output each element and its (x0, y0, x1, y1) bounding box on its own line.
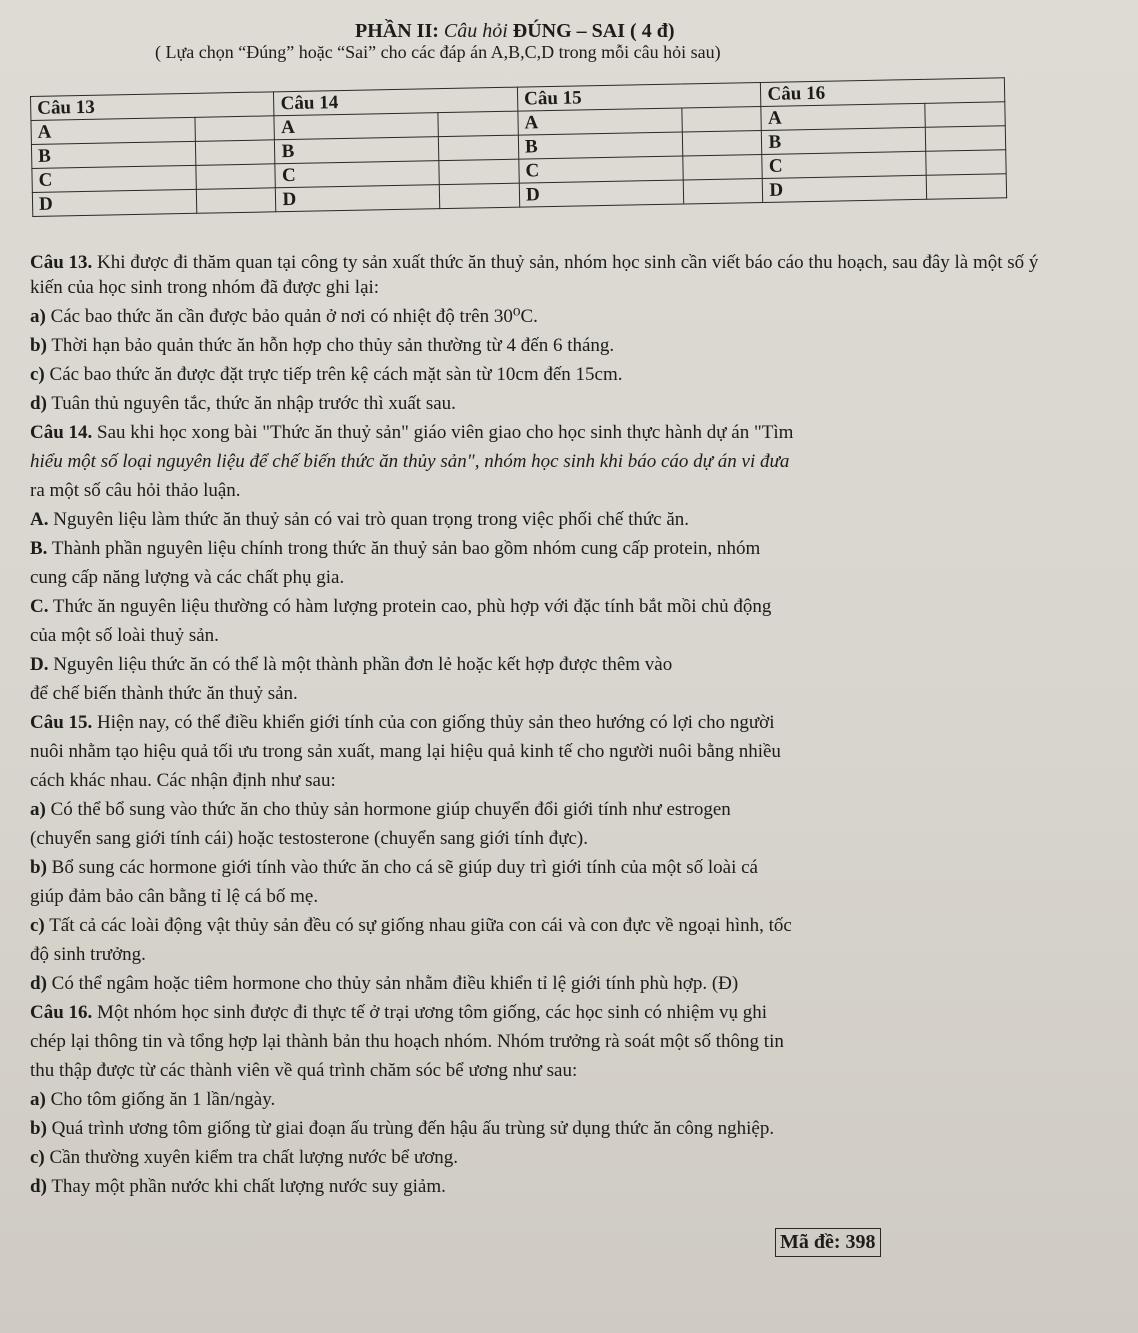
questions-body (30, 250, 1110, 1203)
question-stem: Câu 13. Khi được đi thăm quan tại công ty sản xuất thức ăn thuỷ sản, nhóm học sinh cần viết báo cáo thu hoạch, sau đây là một số ý kiến của học sinh trong nhóm đã được ghi lại: (30, 252, 1039, 298)
question-stem: Câu 16. Một nhóm học sinh được đi thực tế ở trại ương tôm giống, các học sinh có nhiệm vụ ghi (30, 1002, 768, 1023)
list-item: a) Các bao thức ăn cần được bảo quản ở nơi có nhiệt độ trên 30⁰C. (30, 306, 538, 327)
question-stem: Câu 14. Sau khi học xong bài "Thức ăn thuỷ sản" giáo viên giao cho học sinh thực hành dự án "Tìm (30, 422, 794, 443)
answer-cell-blank (926, 126, 1006, 152)
answer-cell-blank (926, 150, 1006, 176)
section-instructions: ( Lựa chọn “Đúng” hoặc “Sai” cho các đáp án A,B,C,D trong mỗi câu hỏi sau) (155, 42, 721, 62)
answer-cell-label: D (763, 175, 927, 202)
list-item: b) Quá trình ương tôm giống từ giai đoạn ấu trùng đến hậu ấu trùng sử dụng thức ăn công nghiệp. (30, 1118, 775, 1139)
list-item-continued: (chuyển sang giới tính cái) hoặc testosterone (chuyển sang giới tính đực). (30, 828, 589, 849)
list-item: a) Có thể bổ sung vào thức ăn cho thủy sản hormone giúp chuyển đổi giới tính như estrogen (30, 799, 731, 820)
list-item-continued: cung cấp năng lượng và các chất phụ gia. (30, 567, 345, 588)
question-14 (30, 420, 1110, 706)
answer-cell-blank (439, 159, 519, 185)
list-item: C. Thức ăn nguyên liệu thường có hàm lượng protein cao, phù hợp với đặc tính bắt mồi chủ động (30, 596, 772, 617)
list-item: d) Tuân thủ nguyên tắc, thức ăn nhập trước thì xuất sau. (30, 393, 456, 414)
list-item-continued: giúp đảm bảo cân bằng tỉ lệ cá bố mẹ. (30, 886, 319, 907)
answer-cell-label: C (32, 165, 196, 192)
list-item: c) Các bao thức ăn được đặt trực tiếp trên kệ cách mặt sàn từ 10cm đến 15cm. (30, 364, 623, 385)
answer-cell-label: A (274, 113, 438, 140)
exam-code-box: Mã đề: 398 (775, 1228, 881, 1257)
list-item: b) Bổ sung các hormone giới tính vào thức ăn cho cá sẽ giúp duy trì giới tính của một số loài cá (30, 857, 758, 878)
answer-cell-blank (926, 174, 1006, 200)
list-item: B. Thành phần nguyên liệu chính trong thức ăn thuỷ sản bao gồm nhóm cung cấp protein, nhóm (30, 538, 761, 559)
question-16 (30, 1000, 1110, 1199)
answer-cell-label: C (275, 161, 439, 188)
list-item: d) Có thể ngâm hoặc tiêm hormone cho thủy sản nhằm điều khiển tỉ lệ giới tính phù hợp. (Đ) (30, 973, 739, 994)
answer-table-header: Câu 16 (761, 78, 1005, 107)
answer-cell-blank (195, 140, 275, 166)
list-item-continued: độ sinh trưởng. (30, 944, 146, 965)
list-item: a) Cho tôm giống ăn 1 lần/ngày. (30, 1089, 276, 1110)
answer-cell-label: B (275, 137, 439, 164)
answer-cell-blank (682, 106, 762, 132)
question-stem: thu thập được từ các thành viên về quá trình chăm sóc bể ương như sau: (30, 1060, 578, 1081)
answer-cell-blank (196, 164, 276, 190)
question-stem: nuôi nhằm tạo hiệu quả tối ưu trong sản xuất, mang lại hiệu quả kinh tế cho người nuôi bằng nhiều (30, 741, 781, 762)
answer-cell-blank (195, 116, 275, 142)
answer-cell-blank (440, 183, 520, 209)
answer-table (30, 77, 1007, 217)
answer-cell-label: D (32, 189, 196, 216)
list-item-continued: để chế biến thành thức ăn thuỷ sản. (30, 683, 298, 704)
answer-cell-label: C (762, 151, 926, 178)
answer-cell-label: B (762, 127, 926, 154)
list-item: c) Tất cả các loài động vật thủy sản đều có sự giống nhau giữa con cái và con đực về ngoại hình, tốc (30, 915, 792, 936)
list-item: c) Cần thường xuyên kiểm tra chất lượng nước bể ương. (30, 1147, 459, 1168)
answer-cell-label: A (761, 103, 925, 130)
list-item: b) Thời hạn bảo quản thức ăn hỗn hợp cho thủy sản thường từ 4 đến 6 tháng. (30, 335, 615, 356)
answer-cell-blank (682, 130, 762, 156)
question-stem: hiểu một số loại nguyên liệu để chế biến thức ăn thủy sản", nhóm học sinh khi báo cáo dự án vi đưa (30, 451, 790, 472)
answer-cell-blank (683, 178, 763, 204)
list-item: A. Nguyên liệu làm thức ăn thuỷ sản có vai trò quan trọng trong việc phối chế thức ăn. (30, 509, 690, 530)
answer-cell-blank (438, 111, 518, 137)
answer-cell-label: C (519, 156, 683, 183)
question-stem: Câu 15. Hiện nay, có thể điều khiển giới tính của con giống thủy sản theo hướng có lợi cho người (30, 712, 775, 733)
answer-cell-blank (683, 154, 763, 180)
list-item: D. Nguyên liệu thức ăn có thể là một thành phần đơn lẻ hoặc kết hợp được thêm vào (30, 654, 673, 675)
question-stem: ra một số câu hỏi thảo luận. (30, 480, 241, 501)
question-13 (30, 250, 1110, 416)
answer-cell-blank (196, 188, 276, 214)
answer-cell-label: B (518, 132, 682, 159)
question-stem: cách khác nhau. Các nhận định như sau: (30, 770, 336, 791)
section-title: PHẦN II: Câu hỏi ĐÚNG – SAI ( 4 đ) (355, 20, 675, 42)
answer-cell-label: D (276, 185, 440, 212)
answer-table-header: Câu 13 (31, 92, 275, 121)
answer-cell-blank (439, 135, 519, 161)
answer-cell-label: D (519, 180, 683, 207)
answer-cell-label: B (31, 141, 195, 168)
answer-cell-label: A (518, 108, 682, 135)
question-stem: chép lại thông tin và tổng hợp lại thành bản thu hoạch nhóm. Nhóm trưởng rà soát một số thông tin (30, 1031, 784, 1052)
list-item: d) Thay một phần nước khi chất lượng nước suy giảm. (30, 1176, 446, 1197)
answer-table-header: Câu 14 (274, 87, 518, 116)
answer-cell-blank (925, 102, 1005, 128)
list-item-continued: của một số loài thuỷ sản. (30, 625, 219, 646)
answer-table-header: Câu 15 (517, 82, 761, 111)
answer-cell-label: A (31, 117, 195, 144)
question-15 (30, 710, 1110, 996)
